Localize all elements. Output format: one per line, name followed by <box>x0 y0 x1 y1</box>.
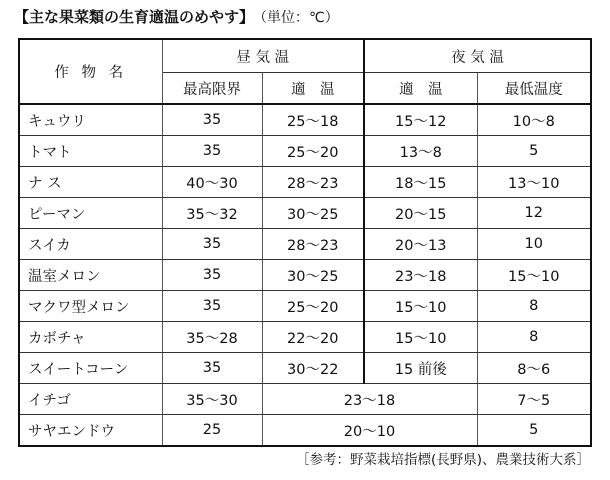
crop-name: ピーマン <box>19 198 162 229</box>
crop-name: カボチャ <box>19 322 162 353</box>
night-min-cell: 12 <box>477 198 591 229</box>
opt-merged-cell: 23～18 <box>262 384 477 415</box>
night-min-cell: 15～10 <box>477 260 591 291</box>
header-night-min: 最低温度 <box>477 73 591 105</box>
day-opt-cell: 25～20 <box>262 291 364 322</box>
crop-name: スイカ <box>19 229 162 260</box>
night-opt-cell: 18～15 <box>364 167 477 198</box>
table-row <box>19 260 591 291</box>
source-note: ［参考：野菜栽培指標(長野県)、農業技術大系］ <box>295 452 590 468</box>
night-min-cell: 8 <box>477 322 591 353</box>
table-row <box>19 167 591 198</box>
day-max-cell: 35～28 <box>162 322 262 353</box>
day-max-cell: 35 <box>162 291 262 322</box>
day-max-cell: 35 <box>162 136 262 167</box>
crop-name: スイートコーン <box>19 353 162 384</box>
night-min-cell: 13～10 <box>477 167 591 198</box>
table-row <box>19 415 591 447</box>
day-max-cell: 35～32 <box>162 198 262 229</box>
header-day-temp: 昼 気 温 <box>162 39 364 73</box>
day-max-cell: 35 <box>162 260 262 291</box>
day-opt-cell: 30～25 <box>262 198 364 229</box>
header-day-max: 最高限界 <box>162 73 262 105</box>
night-opt-cell: 20～13 <box>364 229 477 260</box>
table-title <box>14 6 339 28</box>
table-row <box>19 353 591 384</box>
night-min-cell: 7～5 <box>477 384 591 415</box>
table-row <box>19 229 591 260</box>
night-min-cell: 5 <box>477 136 591 167</box>
opt-merged-cell: 20～10 <box>262 415 477 447</box>
header-day-opt: 適 温 <box>262 73 364 105</box>
night-min-cell: 10～8 <box>477 104 591 136</box>
day-max-cell: 35～30 <box>162 384 262 415</box>
day-opt-cell: 22～20 <box>262 322 364 353</box>
night-min-cell: 10 <box>477 229 591 260</box>
day-opt-cell: 28～23 <box>262 229 364 260</box>
day-max-cell: 40～30 <box>162 167 262 198</box>
night-min-cell: 8～6 <box>477 353 591 384</box>
night-opt-cell: 13～8 <box>364 136 477 167</box>
day-opt-cell: 30～25 <box>262 260 364 291</box>
night-opt-cell: 23～18 <box>364 260 477 291</box>
night-opt-cell: 15～10 <box>364 322 477 353</box>
day-max-cell: 35 <box>162 229 262 260</box>
night-opt-cell: 15～12 <box>364 104 477 136</box>
night-min-cell: 5 <box>477 415 591 447</box>
day-max-cell: 35 <box>162 353 262 384</box>
crop-name: マクワ型メロン <box>19 291 162 322</box>
day-opt-cell: 30～22 <box>262 353 364 384</box>
crop-name: イチゴ <box>19 384 162 415</box>
temperature-table <box>18 38 592 447</box>
night-opt-cell: 15～10 <box>364 291 477 322</box>
header-row-groups <box>19 39 591 73</box>
day-opt-cell: 25～18 <box>262 104 364 136</box>
crop-name: 温室メロン <box>19 260 162 291</box>
header-night-temp: 夜 気 温 <box>364 39 591 73</box>
table-row <box>19 136 591 167</box>
day-opt-cell: 25～20 <box>262 136 364 167</box>
table-row <box>19 384 591 415</box>
table-row <box>19 322 591 353</box>
table-row <box>19 104 591 136</box>
table-row <box>19 198 591 229</box>
header-crop: 作 物 名 <box>19 39 162 104</box>
day-max-cell: 25 <box>162 415 262 447</box>
title-main: 【主な果菜類の生育適温のめやす】 <box>14 8 255 26</box>
crop-name: キュウリ <box>19 104 162 136</box>
crop-name: サヤエンドウ <box>19 415 162 447</box>
title-unit: （単位：℃） <box>260 10 339 26</box>
crop-name: ナ ス <box>19 167 162 198</box>
day-opt-cell: 28～23 <box>262 167 364 198</box>
night-opt-cell: 20～15 <box>364 198 477 229</box>
table-row <box>19 291 591 322</box>
header-night-opt: 適 温 <box>364 73 477 105</box>
night-min-cell: 8 <box>477 291 591 322</box>
day-max-cell: 35 <box>162 104 262 136</box>
night-opt-cell: 15 前後 <box>364 353 477 384</box>
crop-name: トマト <box>19 136 162 167</box>
